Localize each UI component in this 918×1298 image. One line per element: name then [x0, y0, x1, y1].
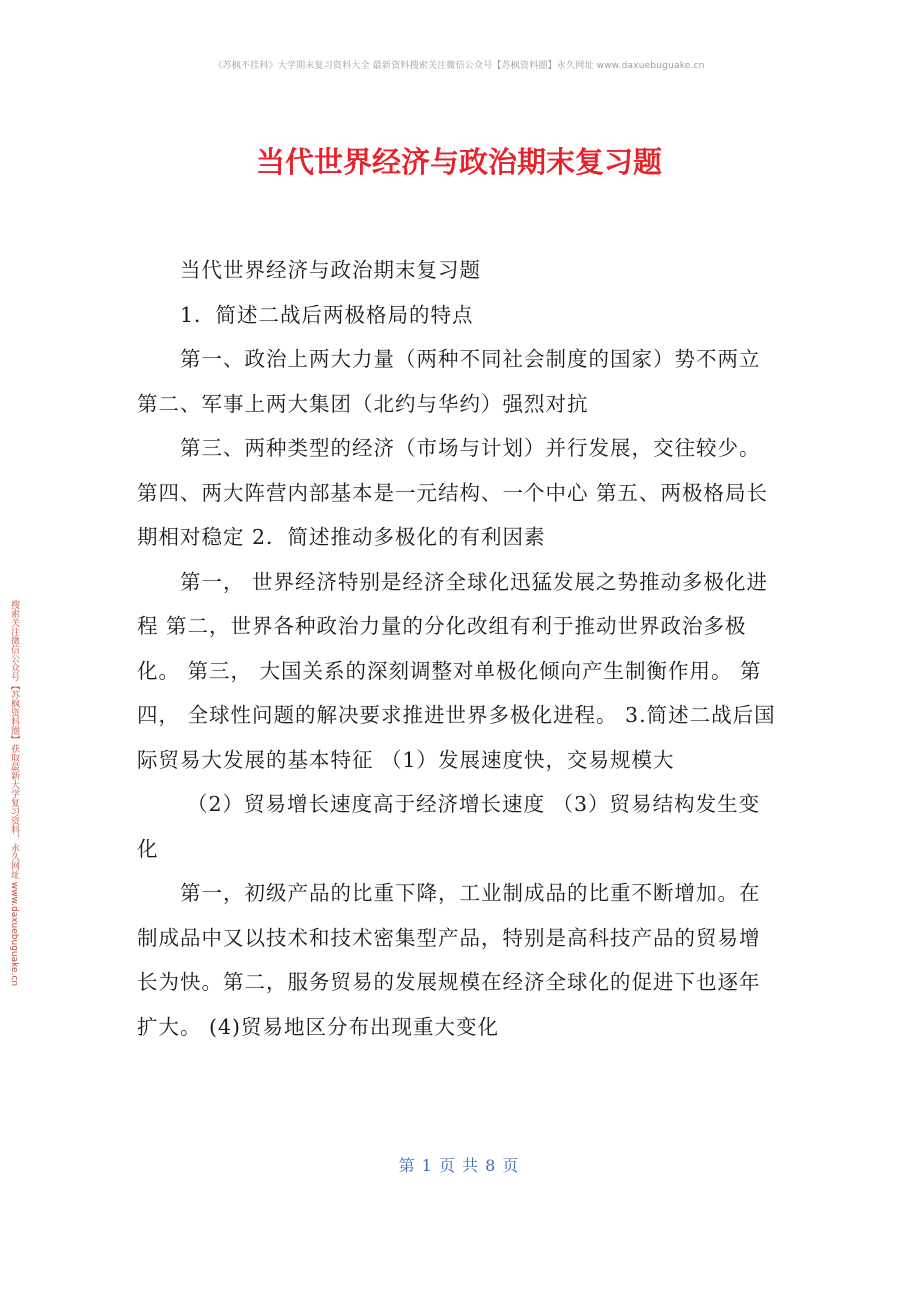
page-number: 第 1 页 共 8 页	[398, 1156, 520, 1175]
paragraph: 第一， 世界经济特别是经济全球化迅猛发展之势推动多极化进程 第二，世界各种政治力量的分化改组有利于推动世界政治多极化。 第三， 大国关系的深刻调整对单极化倾向产生制衡作用。 第四， 全球性问题的解决要求推进世界多极化进程。 3.简述二战后国际贸易大发展的基本特征 （1）发展速度快，交易规模大	[137, 569, 776, 772]
side-watermark: 搜索关注微信公众号【苏枫资料圈】获取最新大学复习资料，永久网址 www.daxuebuguake.cn	[9, 600, 19, 987]
header-watermark: 《苏枫不挂科》大学期末复习资料大全 最新资料搜索关注微信公众号【苏枫资料圈】永久网址 www.daxuebuguake.cn	[213, 61, 705, 71]
document-body	[137, 248, 779, 1049]
paragraph: （2）贸易增长速度高于经济增长速度 （3）贸易结构发生变化	[137, 792, 761, 861]
paragraph-question-1: 1．简述二战后两极格局的特点	[180, 302, 474, 327]
document-title: 当代世界经济与政治期末复习题	[255, 145, 662, 179]
paragraph: 第一，初级产品的比重下降，工业制成品的比重不断增加。在制成品中又以技术和技术密集型产品，特别是高科技产品的贸易增长为快。第二，服务贸易的发展规模在经济全球化的促进下也逐年扩大。 (4)贸易地区分布出现重大变化	[137, 881, 761, 1039]
paragraph: 第三、两种类型的经济（市场与计划）并行发展，交往较少。 第四、两大阵营内部基本是一元结构、一个中心 第五、两极格局长期相对稳定 2．简述推动多极化的有利因素	[137, 436, 769, 549]
paragraph-heading: 当代世界经济与政治期末复习题	[180, 258, 481, 282]
paragraph: 第一、政治上两大力量（两种不同社会制度的国家）势不两立 第二、军事上两大集团（北约与华约）强烈对抗	[137, 347, 761, 416]
